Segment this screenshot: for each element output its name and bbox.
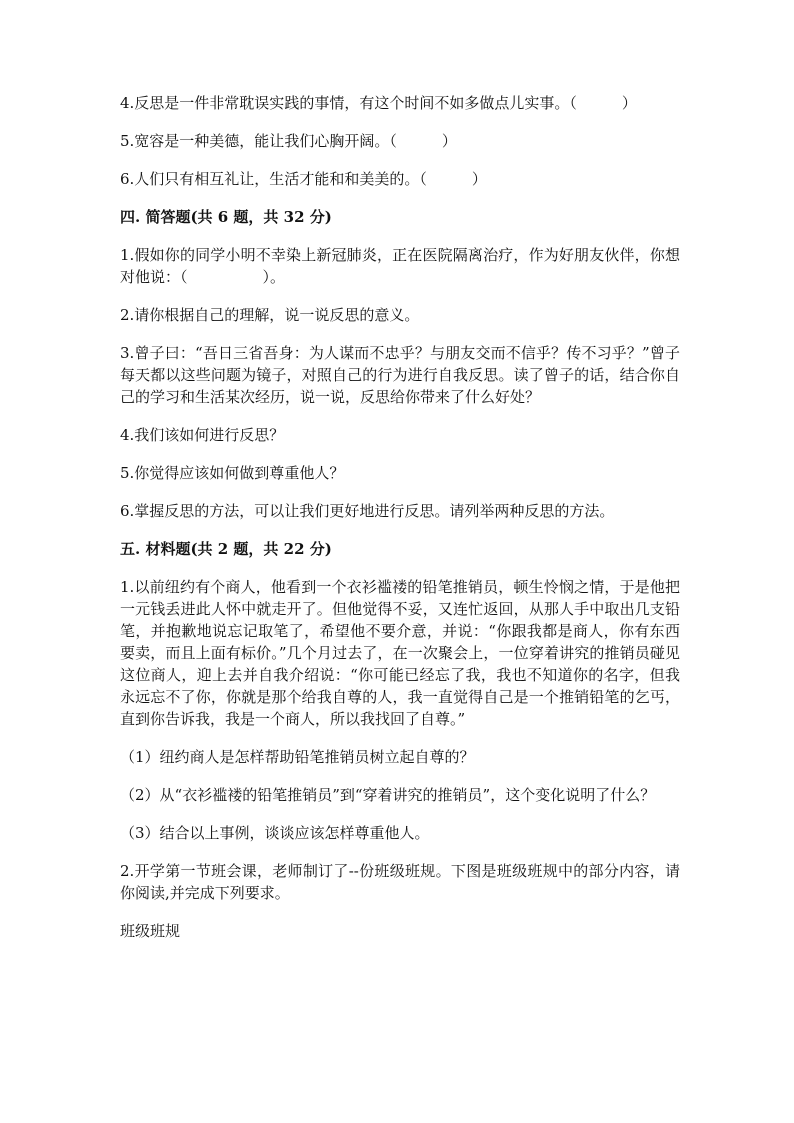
short-answer-3: 3.曾子曰：“吾日三省吾身：为人谋而不忠乎？与朋友交而不信乎？传不习乎？”曾子每天都以这些问题为镜子，对照自己的行为进行自我反思。读了曾子的话，结合你自己的学习和生活某次经历，说一说，反思给你带来了什么好处？ [120, 344, 680, 406]
section-4-title: 四. 简答题(共 6 题，共 32 分) [120, 208, 332, 226]
judge-item-5: 5.宽容是一种美德，能让我们心胸开阔。（ ） [120, 132, 457, 150]
short-answer-5: 5.你觉得应该如何做到尊重他人？ [120, 464, 345, 482]
material-2-text: 2.开学第一节班会课，老师制订了--份班级班规。下图是班级班规中的部分内容，请你阅读,并完成下列要求。 [120, 862, 680, 902]
material-1-sub-1: （1）纽约商人是怎样帮助铅笔推销员树立起自尊的？ [120, 748, 475, 766]
short-answer-6: 6.掌握反思的方法，可以让我们更好地进行反思。请列举两种反思的方法。 [120, 502, 615, 520]
exam-page [120, 92, 680, 958]
judge-item-6: 6.人们只有相互礼让，生活才能和和美美的。（ ） [120, 170, 487, 188]
short-answer-2: 2.请你根据自己的理解，说一说反思的意义。 [120, 306, 420, 324]
material-1-sub-3: （3）结合以上事例，谈谈应该怎样尊重他人。 [120, 824, 430, 842]
section-5-title: 五. 材料题(共 2 题，共 22 分) [120, 540, 332, 558]
material-1-sub-2: （2）从“衣衫褴褛的铅笔推销员”到“穿着讲究的推销员”，这个变化说明了什么？ [120, 786, 656, 804]
short-answer-1: 1.假如你的同学小明不幸染上新冠肺炎，正在医院隔离治疗，作为好朋友伙伴，你想对他说：（ ）。 [120, 246, 680, 286]
judge-item-4: 4.反思是一件非常耽误实践的事情，有这个时间不如多做点儿实事。（ ） [120, 94, 637, 112]
material-1-text: 1.以前纽约有个商人，他看到一个衣衫褴褛的铅笔推销员，顿生怜悯之情，于是他把一元钱丢进此人怀中就走开了。但他觉得不妥，又连忙返回，从那人手中取出几支铅笔，并抱歉地说忘记取笔了，希望他不要介意，并说：“你跟我都是商人，你有东西要卖，而且上面有标价。”几个月过去了，在一次聚会上，一位穿着讲究的推销员碰见这位商人，迎上去并自我介绍说：“你可能已经忘了我，我也不知道你的名字，但我永远忘不了你，你就是那个给我自尊的人，我一直觉得自己是一个推销铅笔的乞丐，直到你告诉我，我是一个商人，所以我找回了自尊。” [120, 578, 680, 728]
class-rules-caption: 班级班规 [120, 922, 181, 940]
short-answer-4: 4.我们该如何进行反思？ [120, 426, 285, 444]
